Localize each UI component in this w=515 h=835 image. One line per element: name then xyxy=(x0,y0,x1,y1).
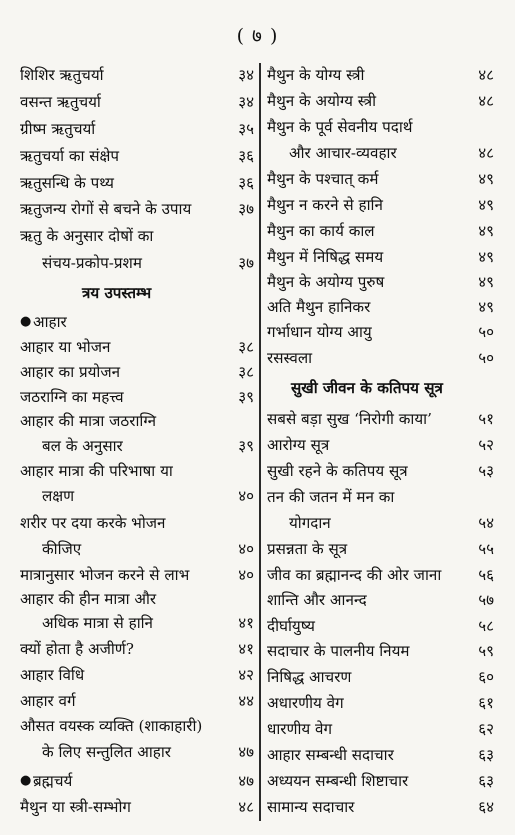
entry-page: ३६ xyxy=(238,174,254,192)
entry-title: ऋतुजन्य रोगों से बचने के उपाय xyxy=(20,200,192,218)
entry-title: आहार विधि xyxy=(20,666,85,684)
entry-title: शिशिर ऋतुचर्या xyxy=(20,66,104,84)
entry-title: मैथुन के अयोग्य स्त्री xyxy=(267,92,377,110)
entry-title: गर्भाधान योग्य आयु xyxy=(267,323,372,341)
entry-page: ४० xyxy=(238,540,254,558)
entry-page: ४९ xyxy=(478,170,494,188)
entry-title: लक्षण xyxy=(42,487,75,505)
entry-page: ४८ xyxy=(478,66,494,84)
entry-title: मात्रानुसार भोजन करने से लाभ xyxy=(20,566,190,584)
column-divider xyxy=(259,63,261,821)
entry-page: ६० xyxy=(478,668,494,686)
entry-page: ४९ xyxy=(478,298,494,316)
entry-page: ५८ xyxy=(478,617,494,635)
entry-title: के लिए सन्तुलित आहार xyxy=(42,743,171,761)
page-number: ( ७ ) xyxy=(236,25,279,47)
entry-title: अधिक मात्रा से हानि xyxy=(42,614,153,632)
entry-title: मैथुन के योग्य स्त्री xyxy=(267,66,365,84)
entry-page: ५४ xyxy=(478,514,494,532)
entry-page: ४१ xyxy=(238,640,254,658)
entry-page: ६३ xyxy=(478,746,494,764)
entry-title: जीव का ब्रह्मानन्द की ओर जाना xyxy=(267,566,442,584)
entry-page: ३८ xyxy=(238,338,254,356)
entry-title: आहार की हीन मात्रा और xyxy=(20,590,157,608)
entry-page: ६२ xyxy=(478,720,494,738)
entry-page: ५१ xyxy=(478,410,494,428)
entry-title: शान्ति और आनन्द xyxy=(267,591,367,609)
entry-page: ३४ xyxy=(238,93,254,111)
entry-page: ५६ xyxy=(478,566,494,584)
entry-page: ४४ xyxy=(238,692,254,710)
entry-title: अधारणीय वेग xyxy=(267,694,344,712)
entry-title: ब्रह्मचर्य xyxy=(33,772,73,790)
entry-title: आहार वर्ग xyxy=(20,692,76,710)
entry-title: दीर्घायुष्य xyxy=(267,617,315,635)
entry-page: ६१ xyxy=(478,694,494,712)
entry-title: मैथुन का कार्य काल xyxy=(267,222,375,240)
bullet-icon: ● xyxy=(20,314,32,329)
entry-page: ५७ xyxy=(478,591,494,609)
entry-title: मैथुन या स्त्री-सम्भोग xyxy=(20,798,131,816)
entry-title: धारणीय वेग xyxy=(267,720,333,738)
entry-title: मैथुन में निषिद्ध समय xyxy=(267,248,384,266)
entry-title: वसन्त ऋतुचर्या xyxy=(20,93,101,111)
entry-page: ३९ xyxy=(238,388,254,406)
entry-title: औसत वयस्क व्यक्ति (शाकाहारी) xyxy=(20,717,203,735)
entry-title: बल के अनुसार xyxy=(42,437,123,455)
entry-title: सदाचार के पालनीय नियम xyxy=(267,642,410,660)
entry-page: ४८ xyxy=(478,144,494,162)
entry-page: ३७ xyxy=(238,254,254,272)
entry-title: ग्रीष्म ऋतुचर्या xyxy=(20,120,96,138)
entry-title: आहार मात्रा की परिभाषा या xyxy=(20,462,173,480)
entry-page: ४७ xyxy=(238,743,254,761)
entry-page: ४९ xyxy=(478,273,494,291)
entry-title: अति मैथुन हानिकर xyxy=(267,298,371,316)
entry-page: ३५ xyxy=(238,120,254,138)
entry-title: सबसे बड़ा सुख ‘निरोगी काया’ xyxy=(267,410,432,428)
entry-page: ३७ xyxy=(238,200,254,218)
bullet-icon: ● xyxy=(20,773,32,788)
entry-page: ४१ xyxy=(238,614,254,632)
entry-title: आहार या भोजन xyxy=(20,338,111,356)
section-heading-text: सुखी जीवन के कतिपय सूत्र xyxy=(291,379,443,397)
entry-page: ५३ xyxy=(478,462,494,480)
entry-title: आहार सम्बन्धी सदाचार xyxy=(267,746,394,764)
entry-page: ३९ xyxy=(238,437,254,455)
entry-title: सामान्य सदाचार xyxy=(267,798,355,816)
entry-page: ३४ xyxy=(238,66,254,84)
entry-page: ४० xyxy=(238,566,254,584)
entry-title: निषिद्ध आचरण xyxy=(267,668,352,686)
entry-title: संचय-प्रकोप-प्रशम xyxy=(42,254,142,272)
entry-page: ४२ xyxy=(238,666,254,684)
entry-title: क्यों होता है अजीर्ण? xyxy=(20,640,134,658)
entry-title: ऋतुचर्या का संक्षेप xyxy=(20,147,120,165)
entry-page: ४८ xyxy=(238,798,254,816)
entry-title: योगदान xyxy=(289,514,331,532)
entry-page: ५० xyxy=(478,349,494,367)
entry-title: जठराग्नि का महत्त्व xyxy=(20,388,124,406)
entry-title: मैथुन न करने से हानि xyxy=(267,196,383,214)
section-heading-text: त्रय उपस्तम्भ xyxy=(82,284,152,302)
entry-page: ५२ xyxy=(478,436,494,454)
entry-title: आहार की मात्रा जठराग्नि xyxy=(20,412,157,430)
entry-title: मैथुन के पूर्व सेवनीय पदार्थ xyxy=(267,118,413,136)
entry-title: मैथुन के पश्चात् कर्म xyxy=(267,170,379,188)
entry-page: ५५ xyxy=(478,540,494,558)
entry-title: आहार का प्रयोजन xyxy=(20,363,121,381)
entry-page: ४७ xyxy=(238,772,254,790)
entry-page: ६३ xyxy=(478,772,494,790)
entry-page: ४० xyxy=(238,487,254,505)
entry-title: अध्ययन सम्बन्धी शिष्टाचार xyxy=(267,772,409,790)
entry-title: मैथुन के अयोग्य पुरुष xyxy=(267,273,385,291)
entry-title: कीजिए xyxy=(42,540,82,558)
entry-title: शरीर पर दया करके भोजन xyxy=(20,514,166,532)
entry-page: ४९ xyxy=(478,222,494,240)
entry-page: ४८ xyxy=(478,92,494,110)
entry-title: रसस्वला xyxy=(267,349,313,367)
entry-page: ५९ xyxy=(478,642,494,660)
entry-page: ३८ xyxy=(238,363,254,381)
entry-page: ६४ xyxy=(478,798,494,816)
entry-title: आहार xyxy=(33,313,67,331)
entry-page: ३६ xyxy=(238,147,254,165)
entry-title: सुखी रहने के कतिपय सूत्र xyxy=(267,462,408,480)
entry-page: ४९ xyxy=(478,248,494,266)
entry-title: आरोग्य सूत्र xyxy=(267,436,330,454)
entry-title: प्रसन्नता के सूत्र xyxy=(267,540,348,558)
entry-title: ऋतु के अनुसार दोषों का xyxy=(20,227,154,245)
entry-title: ऋतुसन्धि के पथ्य xyxy=(20,174,114,192)
entry-page: ५० xyxy=(478,323,494,341)
entry-page: ४९ xyxy=(478,196,494,214)
entry-title: तन की जतन में मन का xyxy=(267,488,395,506)
entry-title: और आचार-व्यवहार xyxy=(289,144,397,162)
